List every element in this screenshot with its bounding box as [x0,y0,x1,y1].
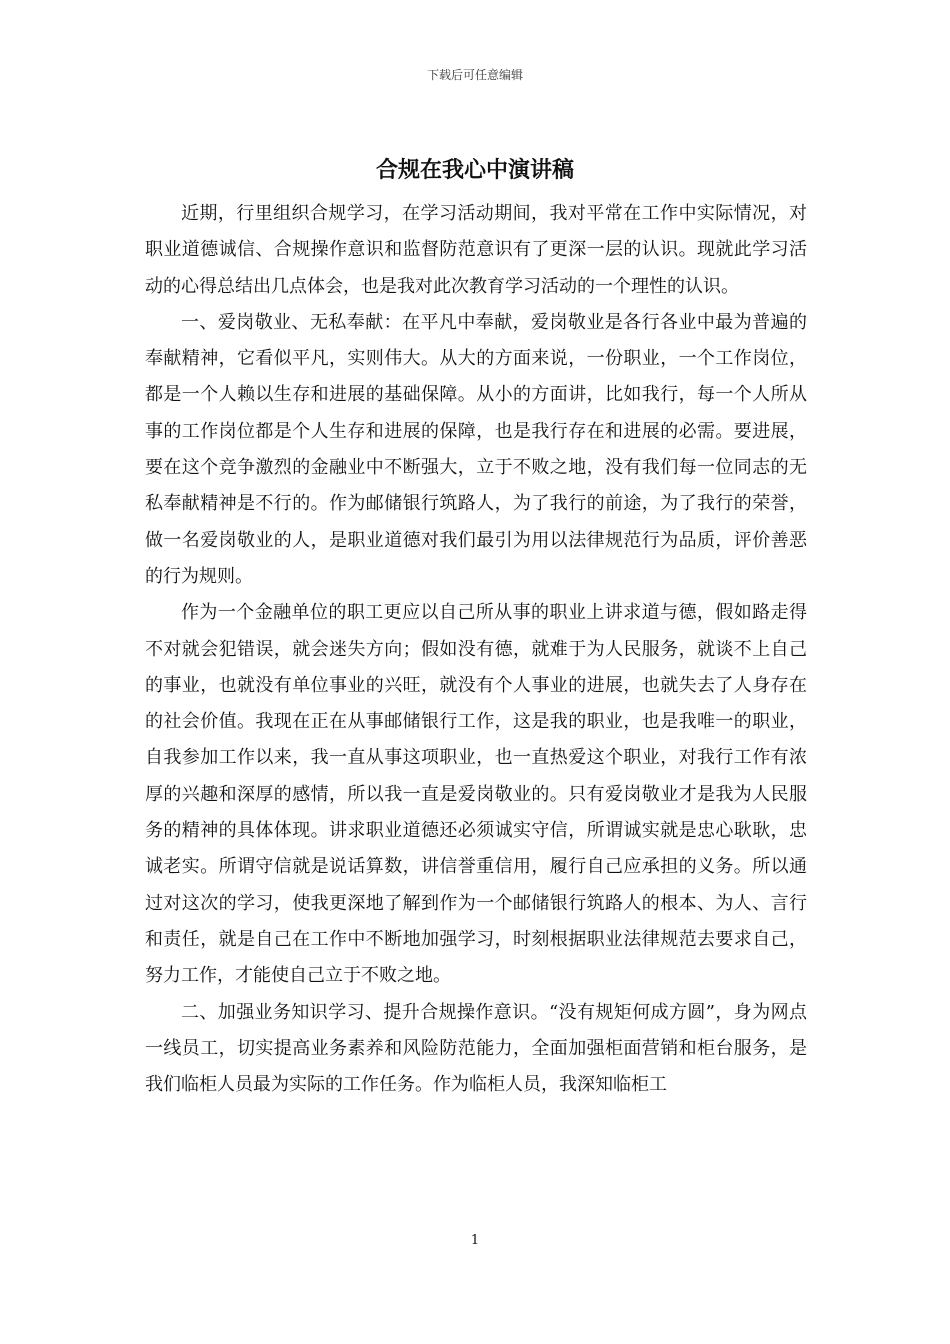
document-body [145,196,807,1103]
paragraph-section-one: 一、爱岗敬业、无私奉献：在平凡中奉献，爱岗敬业是各行各业中最为普遍的奉献精神，它看似平凡，实则伟大。从大的方面来说，一份职业，一个工作岗位，都是一个人赖以生存和进展的基础保障。从小的方面讲，比如我行，每一个人所从事的工作岗位都是个人生存和进展的保障，也是我行存在和进展的必需。要进展，要在这个竞争激烈的金融业中不断强大，立于不败之地，没有我们每一位同志的无私奉献精神是不行的。作为邮储银行筑路人，为了我行的前途，为了我行的荣誉，做一名爱岗敬业的人，是职业道德对我们最引为用以法律规范行为品质，评价善恶的行为规则。 [145,311,807,587]
page-header-note: 下载后可任意编辑 [426,68,523,82]
paragraph-section-two: 二、加强业务知识学习、提升合规操作意识。“没有规矩何成方圆”，身为网点一线员工，切实提高业务素养和风险防范能力，全面加强柜面营销和柜台服务，是我们临柜人员最为实际的工作任务。作为临柜人员，我深知临柜工 [145,1001,807,1096]
document-title: 合规在我心中演讲稿 [375,157,574,183]
page-number: 1 [470,1233,480,1248]
paragraph-professional-ethics: 作为一个金融单位的职工更应以自己所从事的职业上讲求道与德，假如路走得不对就会犯错误，就会迷失方向；假如没有德，就难于为人民服务，就谈不上自己的事业，也就没有单位事业的兴旺，就没有个人事业的进展，也就失去了人身存在的社会价值。我现在正在从事邮储银行工作，这是我的职业，也是我唯一的职业，自我参加工作以来，我一直从事这项职业，也一直热爱这个职业，对我行工作有浓厚的兴趣和深厚的感情，所以我一直是爱岗敬业的。只有爱岗敬业才是我为人民服务的精神的具体体现。讲求职业道德还必须诚实守信，所谓诚实就是忠心耿耿，忠诚老实。所谓守信就是说话算数，讲信誉重信用，履行自己应承担的义务。所以通过对这次的学习，使我更深地了解到作为一个邮储银行筑路人的根本、为人、言行和责任，就是自己在工作中不断地加强学习，时刻根据职业法律规范去要求自己，努力工作，才能使自己立于不败之地。 [145,602,807,987]
paragraph-intro: 近期，行里组织合规学习，在学习活动期间，我对平常在工作中实际情况，对职业道德诚信、合规操作意识和监督防范意识有了更深一层的认识。现就此学习活动的心得总结出几点体会，也是我对此次教育学习活动的一个理性的认识。 [145,203,807,297]
